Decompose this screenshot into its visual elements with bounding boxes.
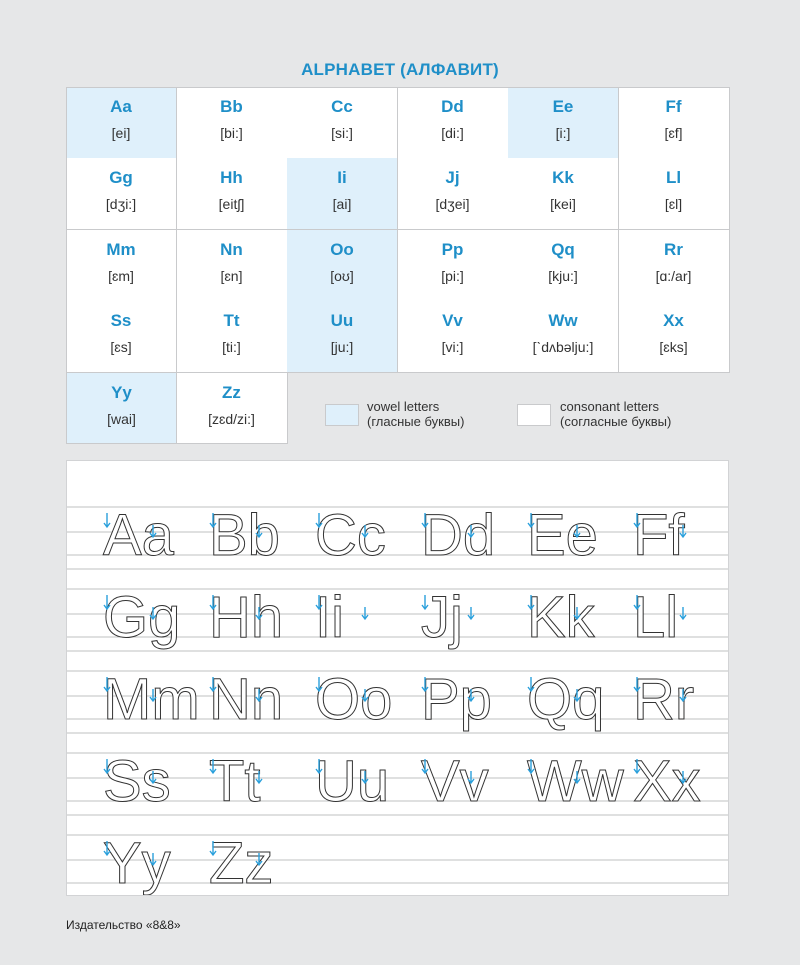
letter-cell-x — [619, 301, 730, 373]
handwriting-letter-n: Nn — [209, 667, 284, 732]
consonant-legend-line1: consonant letters — [560, 399, 660, 414]
letter-glyph: Ii — [337, 168, 347, 188]
letter-glyph: Yy — [111, 382, 132, 402]
letter-glyph: Mm — [106, 239, 136, 259]
letter-cell-g — [66, 158, 177, 230]
handwriting-letter-f: Ff — [633, 503, 685, 568]
letter-transcription: [ju:] — [330, 339, 354, 356]
letter-glyph: Gg — [109, 168, 133, 188]
handwriting-letter-y: Yy — [103, 831, 171, 895]
letter-transcription: [ɑ:/ar] — [655, 267, 692, 284]
letter-glyph: Cc — [331, 97, 353, 116]
handwriting-letter-t: Tt — [209, 749, 261, 814]
handwriting-letter-o: Oo — [315, 667, 393, 732]
letter-cell-a — [66, 87, 177, 159]
letter-transcription: [ɛks] — [659, 339, 688, 356]
letter-glyph: Ff — [665, 97, 682, 116]
handwriting-letter-i: Ii — [315, 585, 344, 650]
stroke-direction-arrow-icon — [362, 607, 368, 619]
handwriting-letter-a: Aa — [103, 503, 174, 568]
letter-cell-z — [177, 373, 288, 445]
handwriting-letter-w: Ww — [527, 749, 624, 814]
letter-transcription: [i:] — [555, 125, 571, 141]
letter-cell-m — [66, 230, 177, 302]
letter-transcription: [di:] — [441, 125, 464, 141]
handwriting-practice-sheet — [66, 460, 729, 896]
letter-cell-y — [66, 373, 177, 445]
handwriting-letter-g: Gg — [103, 585, 181, 650]
letter-transcription: [vi:] — [441, 339, 464, 356]
letter-transcription: [ɛn] — [220, 267, 243, 284]
letter-glyph: Ww — [548, 311, 578, 331]
letter-transcription: [dʒi:] — [105, 196, 137, 213]
letter-transcription: [ei] — [111, 125, 131, 141]
letter-glyph: Ss — [110, 311, 132, 331]
letter-glyph: Xx — [663, 311, 684, 331]
letter-cell-c — [287, 87, 398, 159]
letter-transcription: [wai] — [107, 410, 136, 427]
letter-glyph: Jj — [445, 168, 460, 188]
handwriting-letter-r: Rr — [633, 667, 695, 732]
letter-transcription: [pi:] — [441, 267, 464, 284]
page-title: ALPHABET (АЛФАВИТ) — [301, 60, 499, 79]
letter-transcription: [ti:] — [222, 339, 241, 356]
letter-transcription: [oʊ] — [330, 267, 354, 284]
vowel-legend-line1: vowel letters — [367, 399, 440, 414]
letter-glyph: Uu — [330, 311, 354, 331]
letter-glyph: Aa — [110, 97, 132, 116]
handwriting-letter-h: Hh — [209, 585, 284, 650]
letter-glyph: Zz — [222, 382, 241, 402]
handwriting-letter-c: Cc — [315, 503, 386, 568]
letter-cell-f — [619, 87, 730, 159]
letter-transcription: [bi:] — [220, 125, 243, 141]
publisher-footer: Издательство «8&8» — [66, 918, 181, 932]
letter-cell-u — [287, 301, 398, 373]
letter-glyph: Oo — [330, 239, 354, 259]
letter-transcription: [ɛf] — [664, 125, 683, 141]
letter-cell-b — [177, 87, 288, 159]
consonant-legend — [560, 399, 671, 429]
consonant-legend-line2: (согласные буквы) — [560, 414, 672, 429]
letter-transcription: [zɛd/zi:] — [208, 410, 255, 427]
handwriting-letter-z: Zz — [209, 831, 274, 895]
letter-glyph: Qq — [551, 239, 575, 259]
handwriting-letter-l: Ll — [633, 585, 679, 650]
handwriting-letter-q: Qq — [527, 667, 605, 732]
letter-cell-s — [66, 301, 177, 373]
letter-cell-d — [398, 87, 509, 159]
letter-glyph: Ll — [665, 168, 682, 188]
letter-glyph: Tt — [223, 311, 240, 331]
handwriting-letter-j: Jj — [421, 585, 463, 650]
letter-cell-e — [508, 87, 619, 159]
letter-glyph: Dd — [441, 97, 464, 116]
vowel-legend-line2: (гласные буквы) — [367, 414, 465, 429]
handwriting-letter-d: Dd — [421, 503, 496, 568]
letter-cell-l — [619, 158, 730, 230]
handwriting-letter-e: Ee — [527, 503, 598, 568]
vowel-swatch — [325, 404, 359, 426]
letter-transcription: [eitʃ] — [218, 196, 245, 213]
letter-cell-w — [508, 301, 619, 373]
handwriting-letter-v: Vv — [421, 749, 489, 814]
letter-transcription: [ˋdʌbəlju:] — [532, 339, 594, 356]
handwriting-letter-b: Bb — [209, 503, 280, 568]
letter-glyph: Kk — [552, 168, 574, 188]
letter-transcription: [ɛl] — [664, 196, 683, 213]
letter-cell-v — [398, 301, 509, 373]
letter-cell-j — [398, 158, 509, 230]
handwriting-letter-m: Mm — [103, 667, 200, 732]
vowel-legend — [367, 399, 464, 429]
handwriting-letter-u: Uu — [315, 749, 390, 814]
letter-glyph: Bb — [220, 97, 243, 116]
letter-transcription: [kju:] — [548, 267, 578, 284]
handwriting-letter-s: Ss — [103, 749, 171, 814]
letter-cell-h — [177, 158, 288, 230]
stroke-direction-arrow-icon — [468, 607, 474, 619]
letter-cell-i — [287, 158, 398, 230]
letter-transcription: [dʒei] — [435, 196, 470, 213]
letter-cell-r — [619, 230, 730, 302]
consonant-swatch — [517, 404, 551, 426]
letter-cell-p — [398, 230, 509, 302]
handwriting-letter-p: Pp — [421, 667, 492, 732]
handwriting-letter-k: Kk — [527, 585, 595, 650]
letter-cell-q — [508, 230, 619, 302]
letter-cell-k — [508, 158, 619, 230]
letter-cell-t — [177, 301, 288, 373]
letter-glyph: Nn — [220, 239, 243, 259]
letter-transcription: [ɛm] — [108, 267, 134, 284]
letter-glyph: Hh — [220, 168, 243, 188]
letter-cell-o — [287, 230, 398, 302]
letter-transcription: [ai] — [332, 196, 352, 213]
letter-glyph: Rr — [664, 239, 683, 259]
letter-cell-n — [177, 230, 288, 302]
letter-glyph: Ee — [552, 97, 574, 116]
letter-glyph: Vv — [442, 311, 463, 331]
stroke-direction-arrow-icon — [680, 607, 686, 619]
handwriting-letter-x: Xx — [633, 749, 701, 814]
handwriting-guides — [67, 461, 728, 895]
letter-transcription: [ɛs] — [110, 339, 132, 356]
letter-transcription: [si:] — [331, 125, 353, 141]
letter-transcription: [kei] — [550, 196, 576, 213]
letter-glyph: Pp — [441, 239, 464, 259]
alphabet-table — [66, 87, 729, 444]
